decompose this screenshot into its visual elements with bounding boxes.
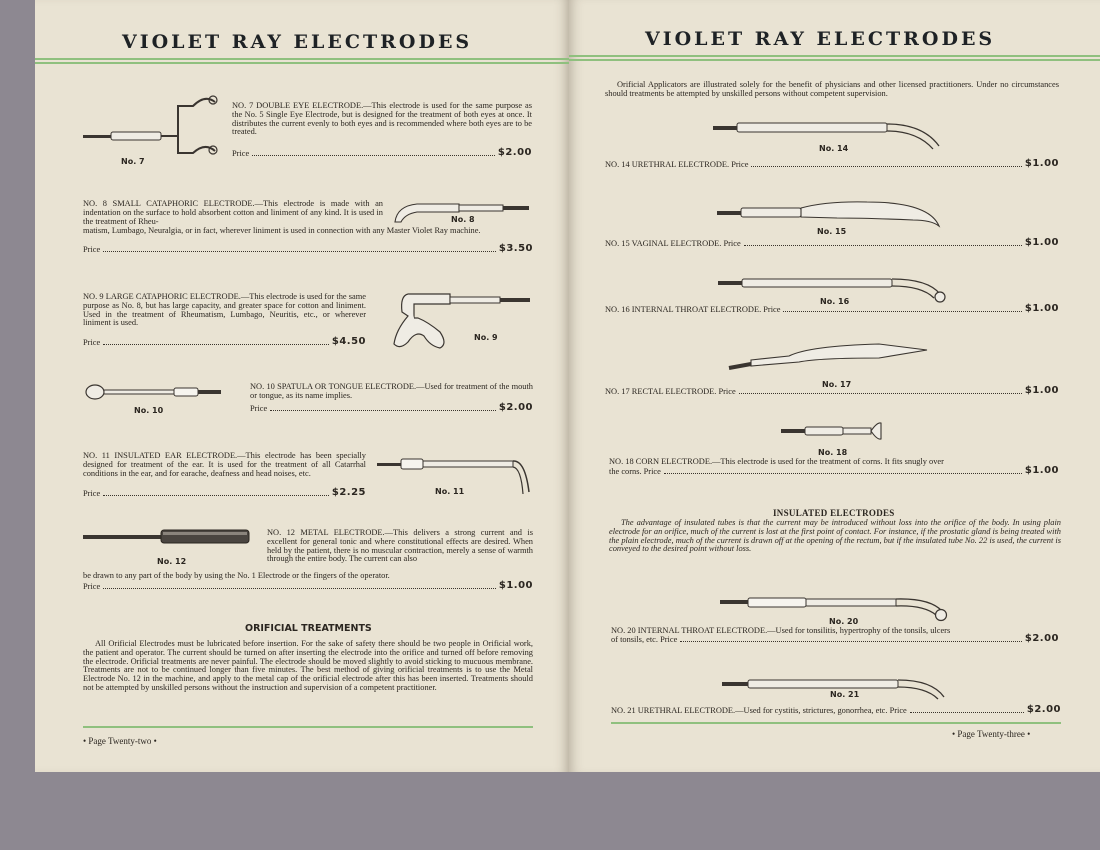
insulated-paragraph: The advantage of insulated tubes is that the current may be introduced without loss into the orifice of the body. In using plain electrode for an orifice, much of the current is lost at the first point of contact. For instance, if the prostatic gland is being treated with the plain electrode, much of the current is drawn off at the opening of the rectum, but if the insulated tube No. 22 is used, the current is conveyed to the desired point without loss. <box>609 518 1061 554</box>
electrode-description: NO. 10 SPATULA OR TONGUE ELECTRODE.—Used for treatment of the mouth or tongue, as its name implies. <box>250 382 533 400</box>
price-value: $2.00 <box>497 147 532 158</box>
footer-rule <box>83 726 533 728</box>
price-value: $4.50 <box>331 336 366 347</box>
electrode-label: No. 8 <box>451 215 475 224</box>
section-heading: INSULATED ELECTRODES <box>773 508 895 518</box>
price-line <box>232 147 532 158</box>
electrode-label: No. 21 <box>830 690 860 699</box>
price-label: Price <box>250 404 268 413</box>
electrode-no7-icon <box>83 88 223 163</box>
electrode-label: No. 15 <box>817 227 847 236</box>
electrode-label: No. 9 <box>474 333 498 342</box>
price-label: Price <box>83 489 101 498</box>
price-label: Price <box>83 245 101 254</box>
page-number: • Page Twenty-two • <box>83 736 157 746</box>
price-value: $2.00 <box>1026 704 1061 715</box>
page-title: VIOLET RAY ELECTRODES <box>122 31 473 53</box>
electrode-no9-icon <box>390 290 535 352</box>
price-line <box>83 336 366 347</box>
price-value: $1.00 <box>498 580 533 591</box>
electrode-label: No. 14 <box>819 144 849 153</box>
price-line <box>83 243 533 254</box>
price-line <box>611 633 1059 644</box>
price-value: $3.50 <box>498 243 533 254</box>
price-line <box>605 385 1059 396</box>
price-line <box>609 465 1059 476</box>
electrode-label: No. 10 <box>134 406 164 415</box>
left-page <box>35 0 569 772</box>
title-rule <box>569 55 1100 57</box>
electrode-no17-icon <box>729 340 929 372</box>
electrode-description: NO. 9 LARGE CATAPHORIC ELECTRODE.—This electrode is used for the same purpose as No. 8, but has large capacity, and greater space for cotton and liniment. Used in the treatment of Rheumatism, Lumbago, Neuritis, etc., or wherever liniment is used. <box>83 292 366 328</box>
price-value: $1.00 <box>1024 303 1059 314</box>
electrode-description: NO. 12 METAL ELECTRODE.—This delivers a strong current and is excellent for general tonic and where constitutional effects are desired. When held by the patient, there is no muscular contraction, merely a sense of warmth through the entire body. The current can also <box>267 528 533 564</box>
price-label: the corns. Price <box>609 467 661 476</box>
price-label: NO. 16 INTERNAL THROAT ELECTRODE. Price <box>605 305 781 314</box>
page-number: • Page Twenty-three • <box>952 729 1031 739</box>
electrode-label: No. 18 <box>818 448 848 457</box>
electrode-label: No. 17 <box>822 380 852 389</box>
footer-rule <box>611 722 1061 724</box>
title-rule <box>35 58 569 60</box>
price-line <box>605 158 1059 169</box>
electrode-no12-icon <box>83 527 253 547</box>
electrode-description: be drawn to any part of the body by using the No. 1 Electrode or the fingers of the operator. <box>83 571 390 580</box>
title-rule <box>35 62 569 64</box>
electrode-label: No. 7 <box>121 157 145 166</box>
electrode-no18-icon <box>781 420 891 442</box>
price-label: NO. 17 RECTAL ELECTRODE. Price <box>605 387 736 396</box>
electrode-description: NO. 7 DOUBLE EYE ELECTRODE.—This electrode is used for the same purpose as the No. 5 Single Eye Electrode, but is designed for the treatment of both eyes at once. It distributes the current evenly to both eyes and is recommended where both eyes are to be treated. <box>232 101 532 137</box>
electrode-description: NO. 8 SMALL CATAPHORIC ELECTRODE.—This electrode is made with an indentation on the surface to hold absorbent cotton and liniment of any kind. It is used in the treatment of Rheu- <box>83 199 383 226</box>
right-page <box>569 0 1100 772</box>
price-value: $2.00 <box>498 402 533 413</box>
page-title: VIOLET RAY ELECTRODES <box>645 28 996 50</box>
price-line <box>83 580 533 591</box>
price-line <box>611 704 1061 715</box>
orificial-paragraph: All Orificial Electrodes must be lubricated before insertion. For the sake of safety there should be two people in Orificial work, the patient and operator. The current should be turned on after inserting the electrode into the orifice and turned off before removing the electrode. Orificial treatments are never painful. The electrode should be moved slightly to avoid sticking to mucuous membrane. Treatments are not to be continued longer than five minutes. The best method of giving orificial treatments is to use the Metal Electrode No. 12 in the machine, and apply to the metal cap of the orificial electrode after this has been inserted. Treatments should not be attempted by unskilled persons without the instruction and supervision of a competent practitioner. <box>83 639 533 692</box>
price-label: NO. 21 URETHRAL ELECTRODE.—Used for cystitis, strictures, gonorrhea, etc. Price <box>611 706 907 715</box>
electrode-label: No. 16 <box>820 297 850 306</box>
electrode-description: NO. 11 INSULATED EAR ELECTRODE.—This electrode has been specially designed for treatment of the ear. It is used for the treatment of all Catarrhal conditions in the ear, and for earache, deafness and head noises, etc. <box>83 451 366 478</box>
price-line <box>83 487 366 498</box>
electrode-no10-icon <box>85 382 225 402</box>
price-line <box>605 303 1059 314</box>
price-value: $1.00 <box>1024 385 1059 396</box>
price-label: Price <box>83 338 101 347</box>
price-value: $2.00 <box>1024 633 1059 644</box>
price-label: NO. 15 VAGINAL ELECTRODE. Price <box>605 239 741 248</box>
intro-paragraph: Orificial Applicators are illustrated solely for the benefit of physicians and other licensed practitioners. Under no circumstances should treatments be attempted by unskilled persons without competent supervision. <box>605 80 1059 98</box>
electrode-label: No. 20 <box>829 617 859 626</box>
electrode-description: NO. 18 CORN ELECTRODE.—This electrode is used for the treatment of corns. It fits snugly over <box>609 457 944 466</box>
electrode-description: NO. 20 INTERNAL THROAT ELECTRODE.—Used for tonsilitis, hypertrophy of the tonsils, ulcers <box>611 626 951 635</box>
price-line <box>250 402 533 413</box>
price-label: of tonsils, etc. Price <box>611 635 678 644</box>
section-heading: ORIFICIAL TREATMENTS <box>245 623 372 634</box>
price-value: $1.00 <box>1024 465 1059 476</box>
price-label: Price <box>83 582 101 591</box>
title-rule <box>569 59 1100 61</box>
electrode-label: No. 12 <box>157 557 187 566</box>
price-label: NO. 14 URETHRAL ELECTRODE. Price <box>605 160 749 169</box>
price-value: $1.00 <box>1024 158 1059 169</box>
electrode-label: No. 11 <box>435 487 465 496</box>
price-value: $2.25 <box>331 487 366 498</box>
price-value: $1.00 <box>1024 237 1059 248</box>
electrode-description: matism, Lumbago, Neuralgia, or in fact, wherever liniment is used in connection with any Master Violet Ray machine. <box>83 226 481 235</box>
price-label: Price <box>232 149 250 158</box>
price-line <box>605 237 1059 248</box>
